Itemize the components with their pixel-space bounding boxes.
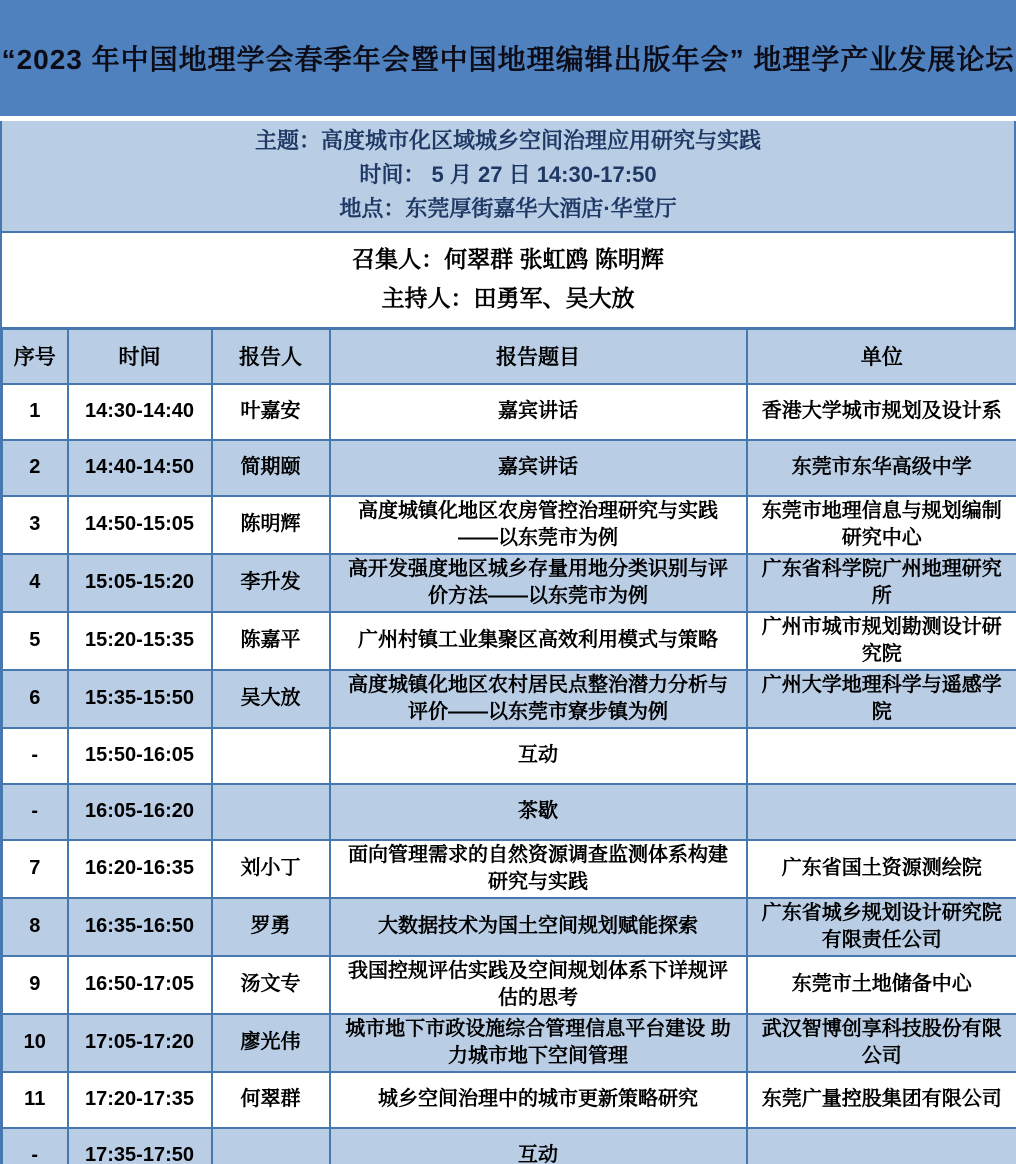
table-row: [2, 1128, 1016, 1164]
cell-speaker: 罗勇: [212, 898, 330, 956]
cell-no: -: [2, 784, 68, 840]
cell-no: 8: [2, 898, 68, 956]
header-title: 报告题目: [330, 329, 747, 384]
cell-org: 东莞市土地储备中心: [747, 956, 1016, 1014]
cell-org: 广州市城市规划勘测设计研究院: [747, 612, 1016, 670]
cell-time: 17:20-17:35: [68, 1072, 212, 1128]
session-info-panel: [0, 121, 1016, 233]
hosts-line: 主持人：田勇军、吴大放: [381, 285, 635, 311]
cell-no: 1: [2, 384, 68, 440]
cell-speaker: 简期颐: [212, 440, 330, 496]
cell-org: 东莞广量控股集团有限公司: [747, 1072, 1016, 1128]
forum-title: “2023 年中国地理学会春季年会暨中国地理编辑出版年会” 地理学产业发展论坛: [1, 44, 1015, 75]
cell-org: 东莞市地理信息与规划编制研究中心: [747, 496, 1016, 554]
table-row: [2, 784, 1016, 840]
header-org: 单位: [747, 329, 1016, 384]
cell-title: 互动: [330, 1128, 747, 1164]
cell-title: 广州村镇工业集聚区高效利用模式与策略: [330, 612, 747, 670]
cell-no: 5: [2, 612, 68, 670]
schedule-table-body: [2, 384, 1016, 1164]
cell-org: 武汉智博创享科技股份有限公司: [747, 1014, 1016, 1072]
cell-time: 16:35-16:50: [68, 898, 212, 956]
forum-banner: [0, 0, 1016, 121]
table-header-row: [2, 329, 1016, 384]
cell-title: 高度城镇化地区农房管控治理研究与实践——以东莞市为例: [330, 496, 747, 554]
cell-no: 3: [2, 496, 68, 554]
cell-title: 高度城镇化地区农村居民点整治潜力分析与评价——以东莞市寮步镇为例: [330, 670, 747, 728]
cell-speaker: 陈嘉平: [212, 612, 330, 670]
cell-title: 互动: [330, 728, 747, 784]
table-row: [2, 612, 1016, 670]
table-row: [2, 1014, 1016, 1072]
cell-time: 16:50-17:05: [68, 956, 212, 1014]
cell-no: 6: [2, 670, 68, 728]
cell-speaker: [212, 1128, 330, 1164]
table-row: [2, 496, 1016, 554]
session-location: 地点：东莞厚街嘉华大酒店·华堂厅: [339, 196, 677, 221]
header-time: 时间: [68, 329, 212, 384]
cell-time: 15:35-15:50: [68, 670, 212, 728]
table-row: [2, 384, 1016, 440]
cell-speaker: [212, 784, 330, 840]
cell-no: 7: [2, 840, 68, 898]
cell-org: 香港大学城市规划及设计系: [747, 384, 1016, 440]
cell-no: -: [2, 1128, 68, 1164]
cell-no: 9: [2, 956, 68, 1014]
cell-no: 10: [2, 1014, 68, 1072]
cell-speaker: 陈明辉: [212, 496, 330, 554]
cell-org: 广东省城乡规划设计研究院有限责任公司: [747, 898, 1016, 956]
cell-time: 17:35-17:50: [68, 1128, 212, 1164]
table-row: [2, 840, 1016, 898]
table-row: [2, 956, 1016, 1014]
cell-time: 15:05-15:20: [68, 554, 212, 612]
cell-speaker: 刘小丁: [212, 840, 330, 898]
cell-title: 茶歇: [330, 784, 747, 840]
cell-speaker: 李升发: [212, 554, 330, 612]
cell-org: 广东省科学院广州地理研究所: [747, 554, 1016, 612]
cell-title: 面向管理需求的自然资源调查监测体系构建研究与实践: [330, 840, 747, 898]
cell-title: 大数据技术为国土空间规划赋能探索: [330, 898, 747, 956]
cell-time: 15:20-15:35: [68, 612, 212, 670]
cell-time: 14:30-14:40: [68, 384, 212, 440]
cell-speaker: [212, 728, 330, 784]
cell-speaker: 汤文专: [212, 956, 330, 1014]
cell-title: 我国控规评估实践及空间规划体系下详规评估的思考: [330, 956, 747, 1014]
cell-org: 东莞市东华高级中学: [747, 440, 1016, 496]
header-speaker: 报告人: [212, 329, 330, 384]
cell-title: 城乡空间治理中的城市更新策略研究: [330, 1072, 747, 1128]
cell-time: 15:50-16:05: [68, 728, 212, 784]
session-theme: 主题：高度城市化区域城乡空间治理应用研究与实践: [254, 128, 761, 153]
organizers-panel: [0, 233, 1016, 327]
cell-time: 16:05-16:20: [68, 784, 212, 840]
cell-org: [747, 784, 1016, 840]
table-row: [2, 728, 1016, 784]
table-row: [2, 670, 1016, 728]
table-row: [2, 440, 1016, 496]
cell-org: 广东省国土资源测绘院: [747, 840, 1016, 898]
table-row: [2, 1072, 1016, 1128]
cell-speaker: 叶嘉安: [212, 384, 330, 440]
cell-org: [747, 1128, 1016, 1164]
cell-time: 16:20-16:35: [68, 840, 212, 898]
cell-no: 4: [2, 554, 68, 612]
cell-speaker: 廖光伟: [212, 1014, 330, 1072]
cell-time: 14:40-14:50: [68, 440, 212, 496]
schedule-table: [0, 327, 1016, 1164]
header-no: 序号: [2, 329, 68, 384]
session-time: 时间： 5 月 27 日 14:30-17:50: [359, 162, 657, 187]
cell-speaker: 吴大放: [212, 670, 330, 728]
cell-title: 嘉宾讲话: [330, 440, 747, 496]
table-row: [2, 898, 1016, 956]
cell-no: -: [2, 728, 68, 784]
conveners-line: 召集人：何翠群 张虹鸥 陈明辉: [352, 246, 664, 272]
cell-no: 11: [2, 1072, 68, 1128]
cell-title: 城市地下市政设施综合管理信息平台建设 助力城市地下空间管理: [330, 1014, 747, 1072]
cell-time: 17:05-17:20: [68, 1014, 212, 1072]
cell-org: [747, 728, 1016, 784]
cell-time: 14:50-15:05: [68, 496, 212, 554]
cell-title: 嘉宾讲话: [330, 384, 747, 440]
table-row: [2, 554, 1016, 612]
cell-no: 2: [2, 440, 68, 496]
cell-org: 广州大学地理科学与遥感学院: [747, 670, 1016, 728]
cell-speaker: 何翠群: [212, 1072, 330, 1128]
cell-title: 高开发强度地区城乡存量用地分类识别与评价方法——以东莞市为例: [330, 554, 747, 612]
